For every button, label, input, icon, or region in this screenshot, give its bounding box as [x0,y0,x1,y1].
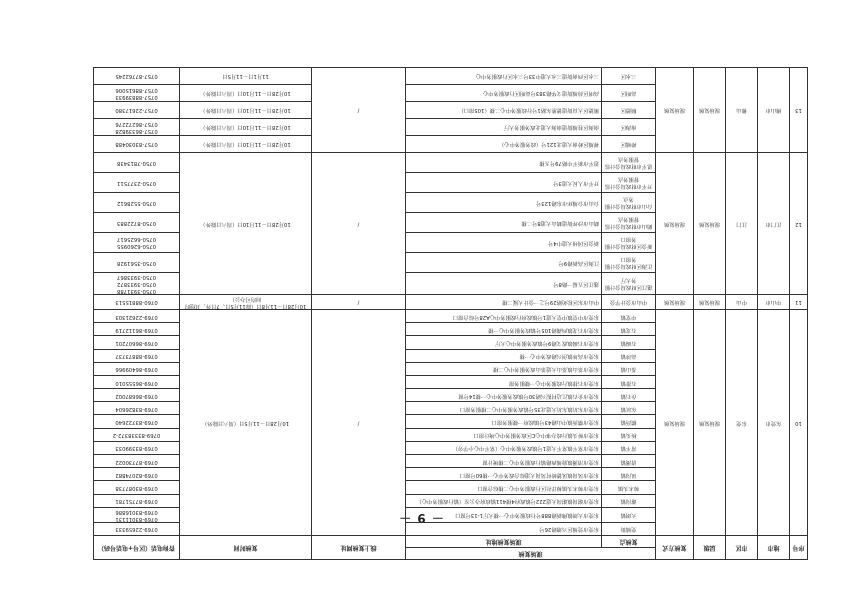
row-phone: 0769-87730022 [94,455,180,468]
row-point-name: 台山市财政局会计服务点 [602,193,656,213]
row-point-address: 禅城区岭南大道北121号（政务服务中心） [406,136,602,153]
row-time: 10月28日－11月10日（周六日除外） [180,153,312,295]
row-point-name: 横沥镇 [602,415,656,428]
row-point-address: 东莞市高埗镇创兴路政务中心一楼 [406,349,602,362]
row-seq: 13 [790,68,808,153]
row-point-address: 新会区冈州大道中4号 [406,233,602,253]
row-phone: 0757-83030488 [94,136,180,153]
row-point-address: 东莞市中堂镇中堂大道1号镇政府行政服务中心A28号综合窗口 [406,310,602,323]
row-point-address: 东莞市清溪镇鹿城西路镇行政服务中心二楼统计窗 [406,455,602,468]
row-phone: 0750-3931788 0750-3933872 0750-3933867 [94,273,180,295]
row-time: 10月28日－11月10日（周六日除外） [180,119,312,136]
row-point-name: 樟木头镇 [602,481,656,494]
row-point-name: 高埗镇 [602,349,656,362]
row-point-address: 东莞市桥头镇行政办事中心C区政务服务中心统计窗口 [406,428,602,441]
row-point-name: 鹤山市财政局会计监督服务点 [602,213,656,233]
row-online-url: / [312,295,406,310]
row-phone: 0769-83338372-2 [94,428,180,441]
row-point-address: 东莞市横沥镇中山路43号镇政府一楼服务窗口 [406,415,602,428]
row-point-name: 茶山镇 [602,362,656,375]
row-point-name: 中山市会计学会 [602,295,656,310]
row-method: 现场复核 [656,68,694,153]
row-point-address: 恩平市新平中路79号五楼 [406,153,602,173]
row-point-address: 台山市台城环市东路123号 [406,193,602,213]
row-point-name: 东坑镇 [602,402,656,415]
row-seq: 11 [790,295,808,310]
header-onsite-group: 现场复核 [406,548,656,560]
row-phone: 0769-86112719 [94,323,180,336]
row-phone: 0769-88873737 [94,349,180,362]
row-phone: 0769-83722640 [94,415,180,428]
row-point-address: 东莞市莞城区兴塘路26号 [406,522,602,535]
row-point-name: 大朗镇 [602,507,656,522]
row-city: 东莞市 [758,310,790,536]
row-point-name: 企石镇 [602,389,656,402]
row-level: 现场复核 [694,310,726,536]
row-online-url: / [312,153,406,295]
header-county: 市区 [726,536,758,560]
header-level: 层级 [694,536,726,560]
row-point-name: 桥头镇 [602,428,656,441]
row-point-name: 南海区 [602,119,656,136]
row-point-address: 东莞市樟木头镇樟洋社区行政服务中心二楼综合窗口 [406,481,602,494]
table-row [94,522,808,535]
row-phone: 0760-88815513 [94,295,180,310]
row-point-name: 顺德区 [602,102,656,119]
row-seq: 12 [790,153,808,295]
row-city: 佛山市 [758,68,790,153]
row-point-name: 石龙镇 [602,323,656,336]
row-city: 江门市 [758,153,790,295]
row-phone: 0769-83087738 [94,481,180,494]
header-time: 复核时间 [180,536,312,560]
table-row [94,295,808,310]
row-phone: 0769-82074882 [94,468,180,481]
page-number: － 9 － [398,511,444,525]
row-phone: 0757-86339828 0757-86272276 [94,119,180,136]
row-point-name: 凤岗镇 [602,468,656,481]
row-point-address: 顺德区大良街道德胜东路1号行政服务中心二楼（105窗口） [406,102,602,119]
row-phone: 0769-87751781 [94,494,180,507]
row-phone: 0769-86607201 [94,336,180,349]
row-point-name: 江海区财政局会计服务窗口 [602,253,656,273]
row-point-address: 东莞市东坑镇东坑大道北35号镇政务服务中心二楼服务窗口 [406,402,602,415]
row-method: 现场复核 [656,310,694,536]
row-point-name: 三水区 [602,68,656,85]
review-locations-table [93,67,808,560]
table-row [94,273,808,295]
row-point-address: 东莞市凤岗镇凤德岭村凤岗大道综合政务中心一楼60号窗口 [406,468,602,481]
row-point-address: 东莞市石排镇行政服务中心一楼服务窗 [406,375,602,388]
row-point-address: 东莞市常平镇常平大道1号镇政务服务中心（常平中心小学旁） [406,441,602,454]
row-phone: 0769-22621303 [94,310,180,323]
row-point-name: 清溪镇 [602,455,656,468]
row-level: 现场复核 [694,68,726,153]
row-phone: 0769-86555010 [94,375,180,388]
header-city: 地市 [758,536,790,560]
row-point-address: 中山市东区松苑路29号之一会计大厦二楼 [406,295,602,310]
row-online-url: / [312,310,406,536]
row-phone: 0757-88839933 0757-88615006 [94,85,180,102]
row-point-name: 中堂镇 [602,310,656,323]
row-point-name: 莞城街 [602,522,656,535]
row-phone: 0769-83399033 [94,441,180,454]
row-point-name: 蓬江区财政局会计服务大厅 [602,273,656,295]
row-point-address: 江海区高新路9号 [406,253,602,273]
row-phone: 0750-6260955 0750-6625617 [94,233,180,253]
row-point-address: 东莞市谢岗镇谢岗大道222号镇政府4楼411镇政府办公室（镇行政服务中心） [406,494,602,507]
row-point-name: 石碣镇 [602,336,656,349]
row-county: 佛山 [726,68,758,153]
header-onsite-point: 复核点 [602,536,656,548]
row-phone: 0769-86409966 [94,362,180,375]
row-point-address: 南海区桂城街道南海大道北政务服务大厅 [406,119,602,136]
row-phone: 0757-87762245 [94,68,180,85]
row-city: 中山市 [758,295,790,310]
row-point-address: 高明区荷城街道文华路383号高明区行政服务中心 [406,85,602,102]
row-phone: 0750-8722883 [94,213,180,233]
row-point-address: 蓬江区五福一路8号 [406,273,602,295]
row-point-name: 开平市财政局会计监督服务点 [602,173,656,193]
row-point-name: 谢岗镇 [602,494,656,507]
row-time: 10月28日－11月5日（周六日除外） [180,310,312,536]
row-phone: 0750-7813438 [94,153,180,173]
row-phone: 0769-22659333 [94,522,180,535]
row-county: 江门 [726,153,758,295]
row-time: 10月28日－11月8日（除11月5日、7日外，其他时间均可办公） [180,295,312,310]
row-point-name: 常平镇 [602,441,656,454]
row-time: 10月28日－11月10日（周六日除外） [180,102,312,119]
row-point-address: 鹤山市沙坪街道鹤山大道8号二楼 [406,213,602,233]
row-point-name: 石排镇 [602,375,656,388]
row-online-url: / [312,68,406,153]
header-method: 复核方式 [656,536,694,560]
table-row [94,136,808,153]
row-seq: 10 [790,310,808,536]
row-phone: 0750-3561928 [94,253,180,273]
row-point-name: 新会区财政局会计服务窗口 [602,233,656,253]
header-onsite-addr: 现场复核地址 [406,536,602,548]
row-level: 现场复核 [694,153,726,295]
row-point-address: 开平市人民大道3号 [406,173,602,193]
row-phone: 0750-2377511 [94,173,180,193]
header-online: 线上复核网址 [312,536,406,560]
row-phone: 0769-86687002 [94,389,180,402]
row-phone: 0757-22617380 [94,102,180,119]
row-level: 现场复核 [694,295,726,310]
row-point-address: 东莞市茶山镇茶山大道茶山政务服务中心二楼 [406,362,602,375]
row-county: 东莞 [726,310,758,536]
row-phone: 0750-5528612 [94,193,180,213]
row-method: 现场复核 [656,153,694,295]
row-point-address: 东莞市石龙镇西湖路105号镇政务服务中心一楼 [406,323,602,336]
row-county: 中山 [726,295,758,310]
row-time: 11月1日－11月5日 [180,68,312,85]
row-time: 10月28日－11月10日（周六日除外） [180,136,312,153]
row-point-address: 东莞市企石镇江边村振兴路30号镇政务服务中心一楼14号窗 [406,389,602,402]
row-point-address: 东莞市大朗镇佛新路888号行政服务中心一楼大厅1-13号窗口 [406,507,602,522]
row-point-name: 高明区 [602,85,656,102]
header-phone: 咨询电话（区号+电话号码） [94,536,180,560]
header-seq: 序号 [790,536,808,560]
row-method: 现场复核 [656,295,694,310]
row-phone: 0769-83011131 0769-83016886 [94,507,180,522]
row-point-address: 东莞市石碣镇政文路9号镇政务服务中心大厅 [406,336,602,349]
row-time: 10月28日－11月10日（周六日除外） [180,85,312,102]
row-point-name: 禅城区 [602,136,656,153]
row-phone: 0769-83826604 [94,402,180,415]
row-point-name: 恩平市财政局会计监督服务点 [602,153,656,173]
row-point-address: 三水区西南街道三水大道中33号三水区行政服务中心 [406,68,602,85]
